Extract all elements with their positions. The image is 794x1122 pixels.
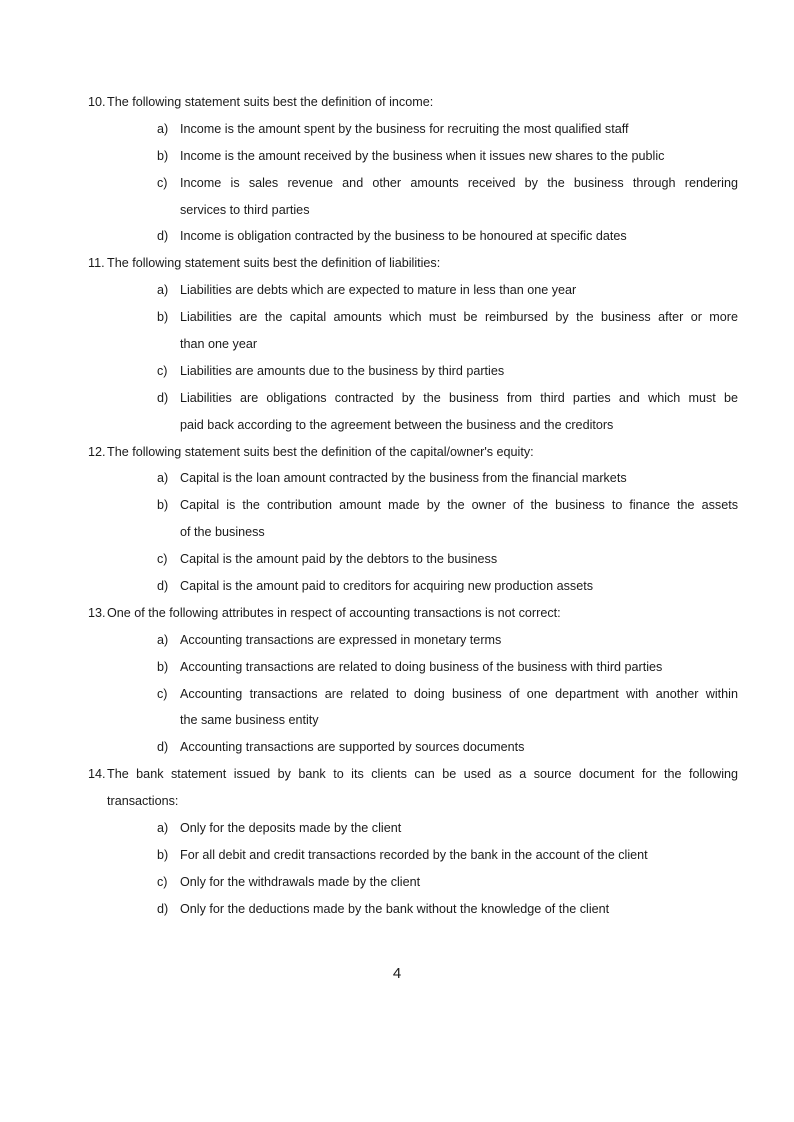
option-text <box>180 896 738 923</box>
option-letter: a) <box>157 632 169 647</box>
option-text <box>180 465 738 492</box>
option-letter: b) <box>157 148 169 163</box>
text-line: Income is the amount received by the business when it issues new shares to the public <box>180 148 665 163</box>
option-c <box>157 869 738 896</box>
text-line: than one year <box>180 337 258 352</box>
text-line: Capital is the loan amount contracted by the business from the financial markets <box>180 471 627 486</box>
option-letter: c) <box>157 874 168 889</box>
text-line: of the business <box>180 525 265 540</box>
option-a <box>157 815 738 842</box>
text-line: The following statement suits best the definition of income: <box>107 95 434 109</box>
option-text <box>180 842 738 869</box>
option-text <box>180 385 738 439</box>
text-line: Income is sales revenue and other amounts received by the business through rendering <box>180 175 738 190</box>
option-d <box>157 385 738 439</box>
option-c <box>157 546 738 573</box>
text-line: Liabilities are debts which are expected to mature in less than one year <box>180 283 577 298</box>
option-c <box>157 681 738 735</box>
text-line: Liabilities are the capital amounts which must be reimbursed by the business after or more <box>180 310 738 325</box>
option-a <box>157 465 738 492</box>
question-number: 12. <box>88 444 106 459</box>
page-number: 4 <box>392 965 402 982</box>
option-text <box>180 223 738 250</box>
question-10 <box>88 89 738 116</box>
text-line: Capital is the amount paid to creditors for acquiring new production assets <box>180 579 594 594</box>
option-letter: b) <box>157 847 169 862</box>
option-letter: a) <box>157 471 169 486</box>
option-letter: c) <box>157 686 168 701</box>
option-a <box>157 627 738 654</box>
option-letter: a) <box>157 821 169 836</box>
option-d <box>157 734 738 761</box>
option-b <box>157 492 738 546</box>
text-line: Liabilities are obligations contracted by the business from third parties and which must be <box>180 390 738 405</box>
option-text <box>180 116 738 143</box>
option-b <box>157 654 738 681</box>
option-text <box>180 143 738 170</box>
option-text <box>180 815 738 842</box>
question-11 <box>88 250 738 277</box>
text-line: The following statement suits best the definition of the capital/owner's equity: <box>107 444 534 459</box>
text-line: Liabilities are amounts due to the business by third parties <box>180 363 505 378</box>
question-number: 13. <box>88 605 106 620</box>
option-text <box>180 681 738 735</box>
text-line: transactions: <box>107 794 179 809</box>
option-text <box>180 869 738 896</box>
option-b <box>157 143 738 170</box>
option-letter: c) <box>157 552 168 567</box>
question-text <box>107 439 738 466</box>
text-line: For all debit and credit transactions recorded by the bank in the account of the client <box>180 847 648 862</box>
option-text <box>180 492 738 546</box>
text-line: Accounting transactions are supported by sources documents <box>180 740 525 755</box>
option-letter: d) <box>157 740 169 755</box>
option-letter: c) <box>157 363 168 378</box>
question-number: 14. <box>88 767 106 782</box>
option-text <box>180 654 738 681</box>
option-text <box>180 358 738 385</box>
option-text <box>180 734 738 761</box>
question-12 <box>88 439 738 466</box>
option-text <box>180 546 738 573</box>
text-line: Only for the deductions made by the bank without the knowledge of the client <box>180 901 610 916</box>
text-line: Capital is the amount paid by the debtors to the business <box>180 552 498 567</box>
question-number: 11. <box>88 256 105 271</box>
option-letter: d) <box>157 229 169 244</box>
option-letter: d) <box>157 901 169 916</box>
option-letter: b) <box>157 498 169 513</box>
option-b <box>157 842 738 869</box>
question-text <box>107 89 738 116</box>
option-d <box>157 573 738 600</box>
text-line: Income is obligation contracted by the business to be honoured at specific dates <box>180 229 627 244</box>
option-d <box>157 896 738 923</box>
option-letter: b) <box>157 310 169 325</box>
question-list <box>88 89 738 923</box>
option-letter: d) <box>157 390 169 405</box>
option-c <box>157 358 738 385</box>
option-text <box>180 277 738 304</box>
option-letter: d) <box>157 579 169 594</box>
question-number: 10. <box>88 95 106 109</box>
option-text <box>180 627 738 654</box>
text-line: Accounting transactions are related to doing business of one department with another within <box>180 686 738 701</box>
question-text <box>107 250 738 277</box>
question-text <box>107 600 738 627</box>
text-line: Accounting transactions are related to doing business of the business with third parties <box>180 659 663 674</box>
question-text <box>107 761 738 815</box>
option-d <box>157 223 738 250</box>
text-line: Capital is the contribution amount made by the owner of the business to finance the assets <box>180 498 738 513</box>
text-line: Accounting transactions are expressed in monetary terms <box>180 632 502 647</box>
option-a <box>157 116 738 143</box>
text-line: The bank statement issued by bank to its clients can be used as a source document for the following <box>107 767 738 782</box>
option-b <box>157 304 738 358</box>
text-line: Only for the withdrawals made by the client <box>180 874 421 889</box>
option-letter: a) <box>157 283 169 298</box>
option-text <box>180 304 738 358</box>
option-letter: a) <box>157 121 169 136</box>
text-line: One of the following attributes in respect of accounting transactions is not correct: <box>107 605 561 620</box>
option-text <box>180 573 738 600</box>
text-line: Income is the amount spent by the business for recruiting the most qualified staff <box>180 121 629 136</box>
option-text <box>180 170 738 224</box>
option-a <box>157 277 738 304</box>
option-letter: c) <box>157 175 168 190</box>
option-letter: b) <box>157 659 169 674</box>
question-13 <box>88 600 738 627</box>
text-line: The following statement suits best the definition of liabilities: <box>107 256 441 271</box>
text-line: paid back according to the agreement between the business and the creditors <box>180 417 614 432</box>
text-line: the same business entity <box>180 713 319 728</box>
text-line: services to third parties <box>180 202 310 217</box>
question-14 <box>88 761 738 815</box>
option-c <box>157 170 738 224</box>
text-line: Only for the deposits made by the client <box>180 821 402 836</box>
